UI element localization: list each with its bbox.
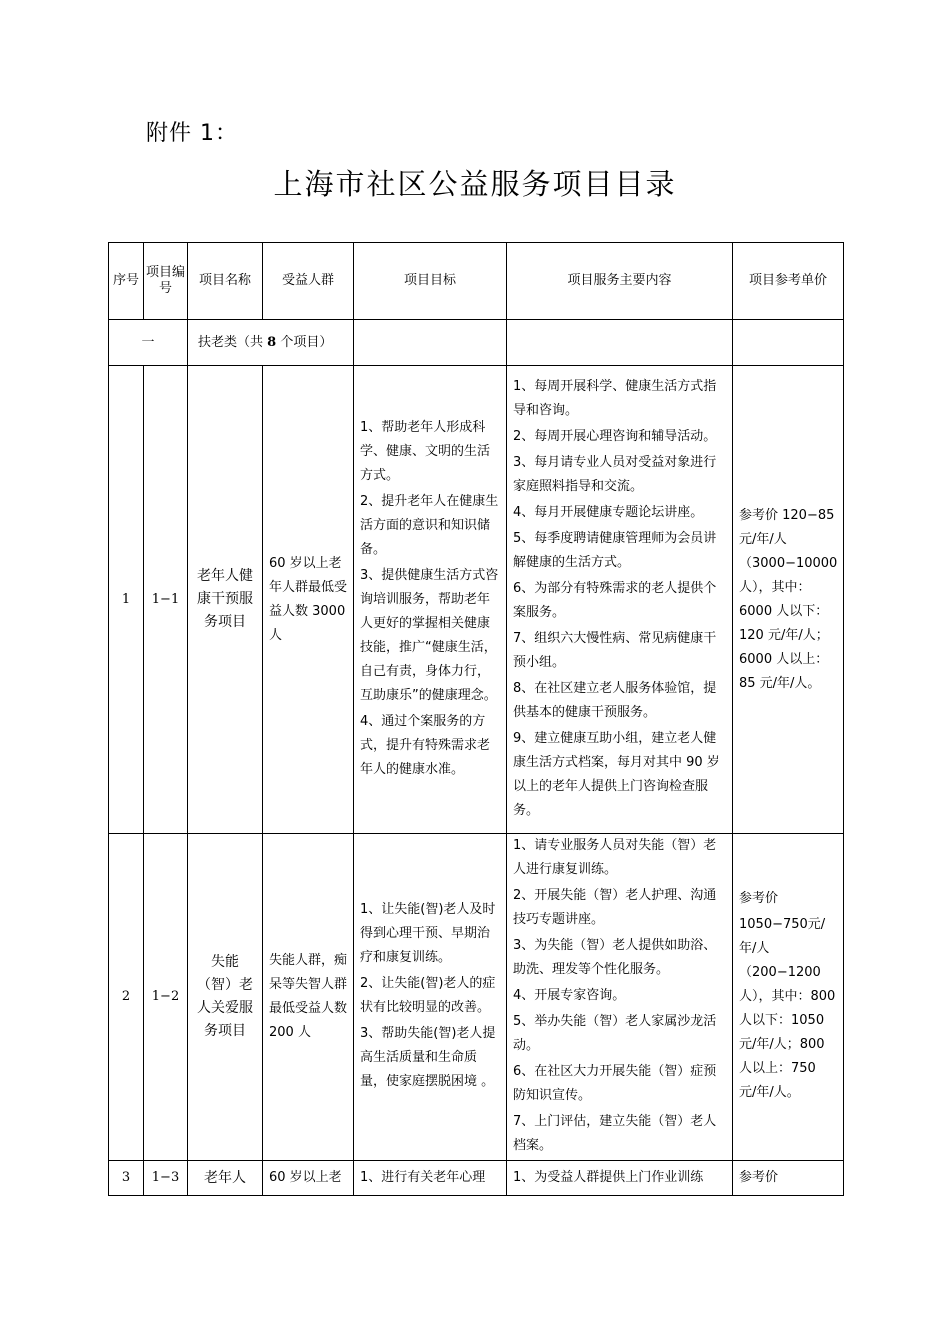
price-detail: 1050−750元/年/人（200−1200 人），其中：800 人以下：1050 元/年/人；800 人以上：750 元/年/人。: [739, 917, 836, 1100]
project-catalog-table: [108, 242, 844, 1196]
header-content: 项目服务主要内容: [507, 243, 733, 320]
section-number: 一: [109, 320, 188, 366]
row-beneficiary: 失能人群，痴呆等失智人群最低受益人数 200 人: [263, 834, 354, 1161]
section-empty-cell: [733, 320, 844, 366]
table-header-row: [109, 243, 844, 320]
section-label: 扶老类（共 8 个项目）: [188, 320, 354, 366]
row-project-name: 老年人: [188, 1161, 263, 1196]
section-row: [109, 320, 844, 366]
content-item: 2、开展失能（智）老人护理、沟通技巧专题讲座。: [513, 888, 717, 927]
row-beneficiary: 60 岁以上老年人群最低受益人数 3000 人: [263, 366, 354, 834]
content-item: 7、组织六大慢性病、常见病健康干预小组。: [513, 630, 717, 670]
row-seq: 2: [109, 834, 144, 1161]
price-label: 参考价: [739, 891, 779, 906]
content-item: 5、举办失能（智）老人家属沙龙活动。: [513, 1014, 717, 1053]
content-item: 7、上门评估，建立失能（智）老人档案。: [513, 1114, 717, 1153]
goal-item: 3、提供健康生活方式咨询培训服务，帮助老年人更好的掌握相关健康技能，推广“健康生活，自己有责，身体力行，互助康乐”的健康理念。: [360, 567, 499, 703]
row-beneficiary: 60 岁以上老: [263, 1161, 354, 1196]
goal-item: 2、提升老年人在健康生活方面的意识和知识储备。: [360, 493, 499, 557]
row-project-name: 老年人健康干预服务项目: [188, 366, 263, 834]
goal-item: 2、让失能(智)老人的症状有比较明显的改善。: [360, 976, 496, 1015]
content-item: 9、建立健康互助小组，建立老人健康生活方式档案，每月对其中 90 岁以上的老年人提供上门咨询检查服务。: [513, 730, 720, 818]
row-price: 参考价 120−85 元/年/人（3000−10000 人），其中：6000 人以下：120 元/年/人；6000 人以上：85 元/年/人。: [733, 366, 844, 834]
section-empty-cell: [354, 320, 507, 366]
header-seq: 序号: [109, 243, 144, 320]
content-item: 3、为失能（智）老人提供如助浴、助洗、理发等个性化服务。: [513, 938, 717, 977]
row-price: [733, 834, 844, 1161]
row-code: 1−3: [144, 1161, 188, 1196]
row-price: 参考价: [733, 1161, 844, 1196]
page-title: 上海市社区公益服务项目目录: [273, 167, 677, 201]
goal-item: 4、通过个案服务的方式，提升有特殊需求老年人的健康水准。: [360, 713, 491, 777]
header-beneficiary: 受益人群: [263, 243, 354, 320]
content-item: 5、每季度聘请健康管理师为会员讲解健康的生活方式。: [513, 530, 717, 570]
row-contents: [507, 834, 733, 1161]
goal-item: 1、帮助老年人形成科学、健康、文明的生活方式。: [360, 419, 491, 483]
row-goals: [354, 834, 507, 1161]
content-item: 6、为部分有特殊需求的老人提供个案服务。: [513, 580, 717, 620]
content-item: 2、每周开展心理咨询和辅导活动。: [513, 428, 717, 444]
content-item: 1、每周开展科学、健康生活方式指导和咨询。: [513, 378, 717, 418]
goal-item: 3、帮助失能(智)老人提高生活质量和生命质量，使家庭摆脱困境 。: [360, 1026, 496, 1089]
row-code: 1−2: [144, 834, 188, 1161]
content-item: 3、每月请专业人员对受益对象进行家庭照料指导和交流。: [513, 454, 717, 494]
content-item: 4、每月开展健康专题论坛讲座。: [513, 504, 704, 520]
row-goals: [354, 366, 507, 834]
content-item: 6、在社区大力开展失能（智）症预防知识宣传。: [513, 1064, 717, 1103]
row-seq: 3: [109, 1161, 144, 1196]
row-contents: [507, 366, 733, 834]
header-goal: 项目目标: [354, 243, 507, 320]
row-goal: 1、进行有关老年心理: [354, 1161, 507, 1196]
table-row: [109, 834, 844, 1161]
row-content: 1、为受益人群提供上门作业训练: [507, 1161, 733, 1196]
row-seq: 1: [109, 366, 144, 834]
content-item: 4、开展专家咨询。: [513, 988, 626, 1003]
table-row: [109, 1161, 844, 1196]
section-empty-cell: [507, 320, 733, 366]
goal-item: 1、让失能(智)老人及时得到心理干预、早期治疗和康复训练。: [360, 902, 496, 965]
header-name: 项目名称: [188, 243, 263, 320]
attachment-label: 附件 1：: [146, 121, 238, 146]
row-code: 1−1: [144, 366, 188, 834]
content-item: 1、请专业服务人员对失能（智）老人进行康复训练。: [513, 838, 717, 877]
table-row: [109, 366, 844, 834]
row-project-name: 失能（智）老人关爱服务项目: [188, 834, 263, 1161]
header-price: 项目参考单价: [733, 243, 844, 320]
content-item: 8、在社区建立老人服务体验馆，提供基本的健康干预服务。: [513, 680, 717, 720]
header-code: 项目编号: [144, 243, 188, 320]
